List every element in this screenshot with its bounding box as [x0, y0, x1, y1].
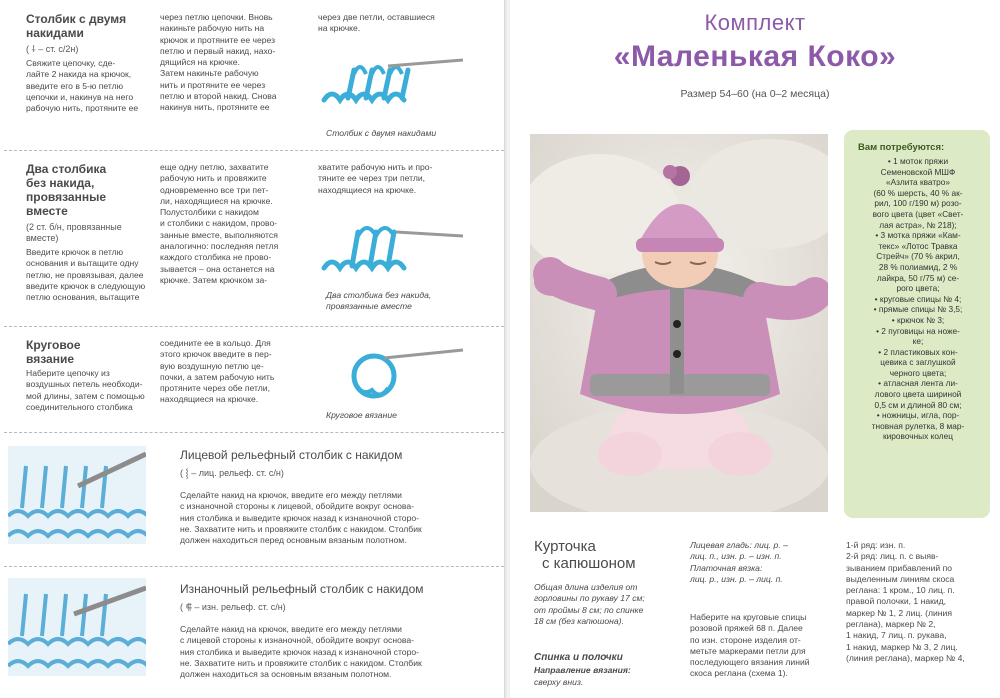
text-line: протяните через обе петли, — [160, 383, 270, 394]
s4-symbol: ( ⸾ – лиц. рельеф. ст. с/н) — [180, 468, 284, 478]
text-line: • 1 моток пряжи — [887, 156, 949, 166]
text-line: ке; — [912, 336, 924, 347]
s1-text-col1 — [26, 58, 156, 114]
text-line: по изн. стороне изделия от- — [690, 634, 801, 645]
s3-text-col1 — [26, 368, 156, 413]
text-line: (линия реглана), маркер № 4, — [846, 652, 965, 663]
text-line: должен находиться перед основным вязаным полотном. — [180, 535, 407, 546]
treble-crochet-diagram — [318, 52, 468, 122]
text-line: реглана), маркер № 2, — [846, 619, 936, 630]
direction-value: сверху вниз. — [534, 677, 584, 687]
text-line: лайкра, 50 г/75 м) се- — [876, 272, 960, 283]
text-line: реглана: 1 кром., 10 лиц. п. — [846, 585, 955, 596]
text-line: аналогично: последняя петля — [160, 241, 279, 252]
text-line: воздушных петель необходи- — [26, 379, 143, 390]
text-line: розовой пряжей 68 п. Далее — [690, 623, 803, 634]
text-line: не. Захватите нить и провяжите столбик с накидом. Столбик — [180, 657, 422, 668]
materials-list — [852, 156, 984, 442]
text-line: введите крючок в следующую — [26, 280, 146, 291]
s4-title: Лицевой рельефный столбик с накидом — [180, 448, 403, 462]
text-line: Затем накиньте рабочую — [160, 68, 259, 79]
jacket-title: Курточка с капюшоном — [534, 538, 636, 572]
text-line: зыванием прибавлений по — [846, 562, 953, 573]
s1-symbol: ( ⸸ – ст. с/2н) — [26, 44, 79, 54]
s1-title: Столбик с двумя накидами — [26, 12, 127, 40]
text-line: соедините ее в кольцо. Для — [160, 338, 271, 348]
text-line: лайте 2 накида на крючок, — [26, 69, 132, 80]
text-line: Платочная вязка: — [690, 562, 763, 573]
text-line: нить и протяните ее через — [160, 79, 266, 90]
text-line: Семеновской МШФ — [880, 166, 956, 177]
text-line: • атласная лента ли- — [878, 378, 958, 389]
text-line: 0,5 см и длиной 80 см; — [874, 399, 962, 410]
text-line: накиньте рабочую нить на — [160, 23, 265, 34]
text-line: • прямые спицы № 3,5; — [873, 304, 963, 315]
back-title: Спинка и полочки — [534, 652, 623, 663]
text-line: Сделайте накид на крючок, введите его между петлями — [180, 490, 402, 500]
round-knitting-diagram — [318, 340, 468, 410]
s1-text-col2 — [160, 12, 308, 114]
text-line: введите его в 5-ю петлю — [26, 80, 124, 91]
text-line: последующего вязания линий — [690, 657, 810, 668]
text-line: • 3 мотка пряжи «Кам- — [875, 230, 961, 241]
text-line: скоса реглана (схема 1). — [690, 668, 788, 679]
text-line: петлю основания, вытащите — [26, 292, 140, 303]
text-line: через петлю цепочки. Вновь — [160, 12, 273, 22]
text-line: этого крючок введите в пер- — [160, 349, 272, 360]
text-line: мой длины, затем с помощью — [26, 390, 145, 401]
text-line: почки, а затем рабочую нить — [160, 371, 275, 382]
text-line: • круговые спицы № 4; — [874, 293, 962, 304]
text-line: через две петли, оставшиеся — [318, 12, 435, 22]
text-line: крючке. Затем крючком за- — [160, 274, 268, 285]
text-line: кировочных колец — [883, 431, 953, 442]
s2-text-col2 — [160, 162, 308, 286]
text-line: с изнаночной стороны к лицевой, обойдите вокруг основа- — [180, 501, 414, 512]
text-line: зывается – она останется на — [160, 263, 275, 274]
text-line: рого цвета; — [896, 283, 940, 294]
s5-body — [180, 624, 500, 680]
rows-text — [846, 540, 992, 664]
text-line: дящийся на крючке. — [160, 57, 240, 68]
text-line: вого цвета (цвет «Свет- — [872, 208, 964, 219]
s5-title: Изнаночный рельефный столбик с накидом — [180, 582, 424, 596]
text-line: не. Захватите нить и провяжите столбик с накидом. Столбик — [180, 523, 422, 534]
text-line: 1 накид, 7 лиц. п. рукава, — [846, 630, 947, 641]
s3-title: Круговое вязание — [26, 338, 81, 366]
text-line: ния столбика и выведите крючок назад к изнаночной сторо- — [180, 512, 420, 523]
text-line: рабочую нить и провяжите — [160, 173, 267, 184]
s1-text-col3 — [318, 12, 468, 35]
text-line: • 2 пуговицы на ноже- — [876, 325, 960, 336]
set-label: Комплект — [704, 10, 806, 35]
divider — [4, 432, 504, 433]
s1-caption: Столбик с двумя накидами — [326, 128, 437, 138]
text-line: черного цвета; — [889, 367, 947, 378]
text-line: цепочки и, накинув на него — [26, 91, 134, 102]
text-line: Стрейч» (70 % акрил, — [876, 251, 960, 262]
text-line: Введите крючок в петлю — [26, 247, 124, 257]
text-line: Свяжите цепочку, сде- — [26, 58, 116, 68]
text-line: ния столбика и выведите крючок назад к изнаночной сторо- — [180, 646, 420, 657]
text-line: рил, 100 г/190 м) розо- — [874, 198, 962, 209]
cast-on-text — [690, 612, 826, 680]
s3-text-col2 — [160, 338, 308, 406]
divider — [4, 150, 504, 151]
text-line: ли, находящиеся на крючке. — [160, 195, 273, 206]
text-line: лового цвета шириной — [874, 389, 962, 400]
s5-symbol: ( ⸿ – изн. рельеф. ст. с/н) — [180, 602, 286, 612]
s4-body — [180, 490, 500, 546]
text-line: должен находиться за основным вязаным полотном. — [180, 669, 392, 680]
text-line: накинув нить, протяните ее — [160, 102, 270, 113]
s2-caption: Два столбика без накида, провязанные вместе — [326, 290, 432, 311]
stitch-definitions — [690, 540, 826, 585]
text-line: одновременно все три пет- — [160, 184, 269, 195]
text-line: тновная рулетка, 8 мар- — [871, 420, 965, 431]
text-line: 28 % полиамид, 2 % — [878, 261, 958, 272]
text-line: «Азлита кватро» — [886, 177, 950, 188]
text-line: Наберите цепочку из — [26, 368, 110, 378]
baby-photo — [530, 134, 828, 512]
jacket-dimensions — [534, 582, 670, 627]
s2-text-col3 — [318, 162, 468, 196]
text-line: крючок и протяните ее через — [160, 34, 276, 45]
materials-title: Вам потребуются: — [858, 142, 945, 153]
text-line: горловины по рукаву 17 см; — [534, 593, 645, 604]
text-line: и столбики с накидом, прово- — [160, 218, 278, 229]
text-line: находящиеся на крючке. — [160, 394, 259, 405]
text-line: лиц. п., изн. р. – изн. п. — [690, 551, 782, 562]
text-line: петлю и первый накид, нахо- — [160, 45, 276, 56]
text-line: правой полочки, 1 накид, — [846, 596, 947, 607]
s2-title: Два столбика без накида, провязанные вместе — [26, 162, 107, 218]
text-line: Лицевая гладь: лиц. р. – — [690, 540, 788, 550]
right-page — [510, 0, 1000, 698]
text-line: с лицевой стороны к изнаночной, обойдите вокруг основа- — [180, 635, 414, 646]
text-line: тяните ее через три петли, — [318, 173, 426, 184]
divider — [4, 326, 504, 327]
text-line: 1 накид, маркер № 3, 2 лиц. — [846, 641, 958, 652]
direction-label: Направление вязания: — [534, 665, 631, 675]
s3-caption: Круговое вязание — [326, 410, 397, 420]
text-line: основания и вытащите одну — [26, 258, 139, 269]
s2-text-col1 — [26, 247, 156, 303]
text-line: находящиеся на крючке. — [318, 184, 417, 195]
back-post-stitch-photo — [8, 578, 146, 676]
text-line: лиц. р., изн. р. – лиц. п. — [690, 573, 783, 584]
text-line: Полустолбики с накидом — [160, 207, 259, 218]
text-line: соединительного столбика — [26, 401, 133, 412]
two-sc-together-diagram — [318, 210, 468, 285]
materials-box — [844, 130, 990, 518]
divider — [4, 566, 504, 567]
text-line: рабочую нить, протяните ее — [26, 103, 139, 114]
text-line: вую воздушную петлю це- — [160, 360, 264, 371]
text-line: хватите рабочую нить и про- — [318, 162, 433, 172]
s2-symbol: (2 ст. б/н, провязанные вместе) — [26, 222, 122, 243]
text-line: каждого столбика не прово- — [160, 252, 272, 263]
text-line: лая астра», № 218); — [879, 219, 957, 230]
text-line: 18 см (без капюшона). — [534, 615, 624, 626]
text-line: • крючок № 3; — [891, 314, 945, 325]
text-line: на крючке. — [318, 23, 361, 34]
text-line: петлю и второй накид. Снова — [160, 91, 277, 102]
text-line: • ножницы, игла, пор- — [876, 410, 960, 421]
text-line: Наберите на круговые спицы — [690, 612, 807, 622]
front-post-stitch-photo — [8, 446, 146, 544]
text-line: выделенным линиям скоса — [846, 573, 955, 584]
text-line: • 2 пластиковых кон- — [878, 346, 958, 357]
text-line: (60 % шерсть, 40 % ак- — [873, 187, 963, 198]
text-line: Сделайте накид на крючок, введите его между петлями — [180, 624, 402, 634]
text-line: текс» «Лотос Травка — [878, 240, 958, 251]
size-line: Размер 54–60 (на 0–2 месяца) — [680, 88, 830, 100]
text-line: метьте маркерами петли для — [690, 645, 806, 656]
text-line: цевика с заглушкой — [880, 357, 956, 368]
text-line: 2-й ряд: лиц. п. с выяв- — [846, 551, 939, 562]
text-line: Общая длина изделия от — [534, 582, 638, 592]
text-line: занные вместе, выполняются — [160, 229, 278, 240]
set-title: «Маленькая Коко» — [613, 40, 897, 73]
text-line: маркер № 1, 2 лиц. (линия — [846, 607, 952, 618]
text-line: 1-й ряд: изн. п. — [846, 540, 906, 550]
text-line: еще одну петлю, захватите — [160, 162, 269, 172]
text-line: от проймы 8 см; по спинке — [534, 604, 644, 615]
text-line: петлю, не провязывая, далее — [26, 269, 144, 280]
